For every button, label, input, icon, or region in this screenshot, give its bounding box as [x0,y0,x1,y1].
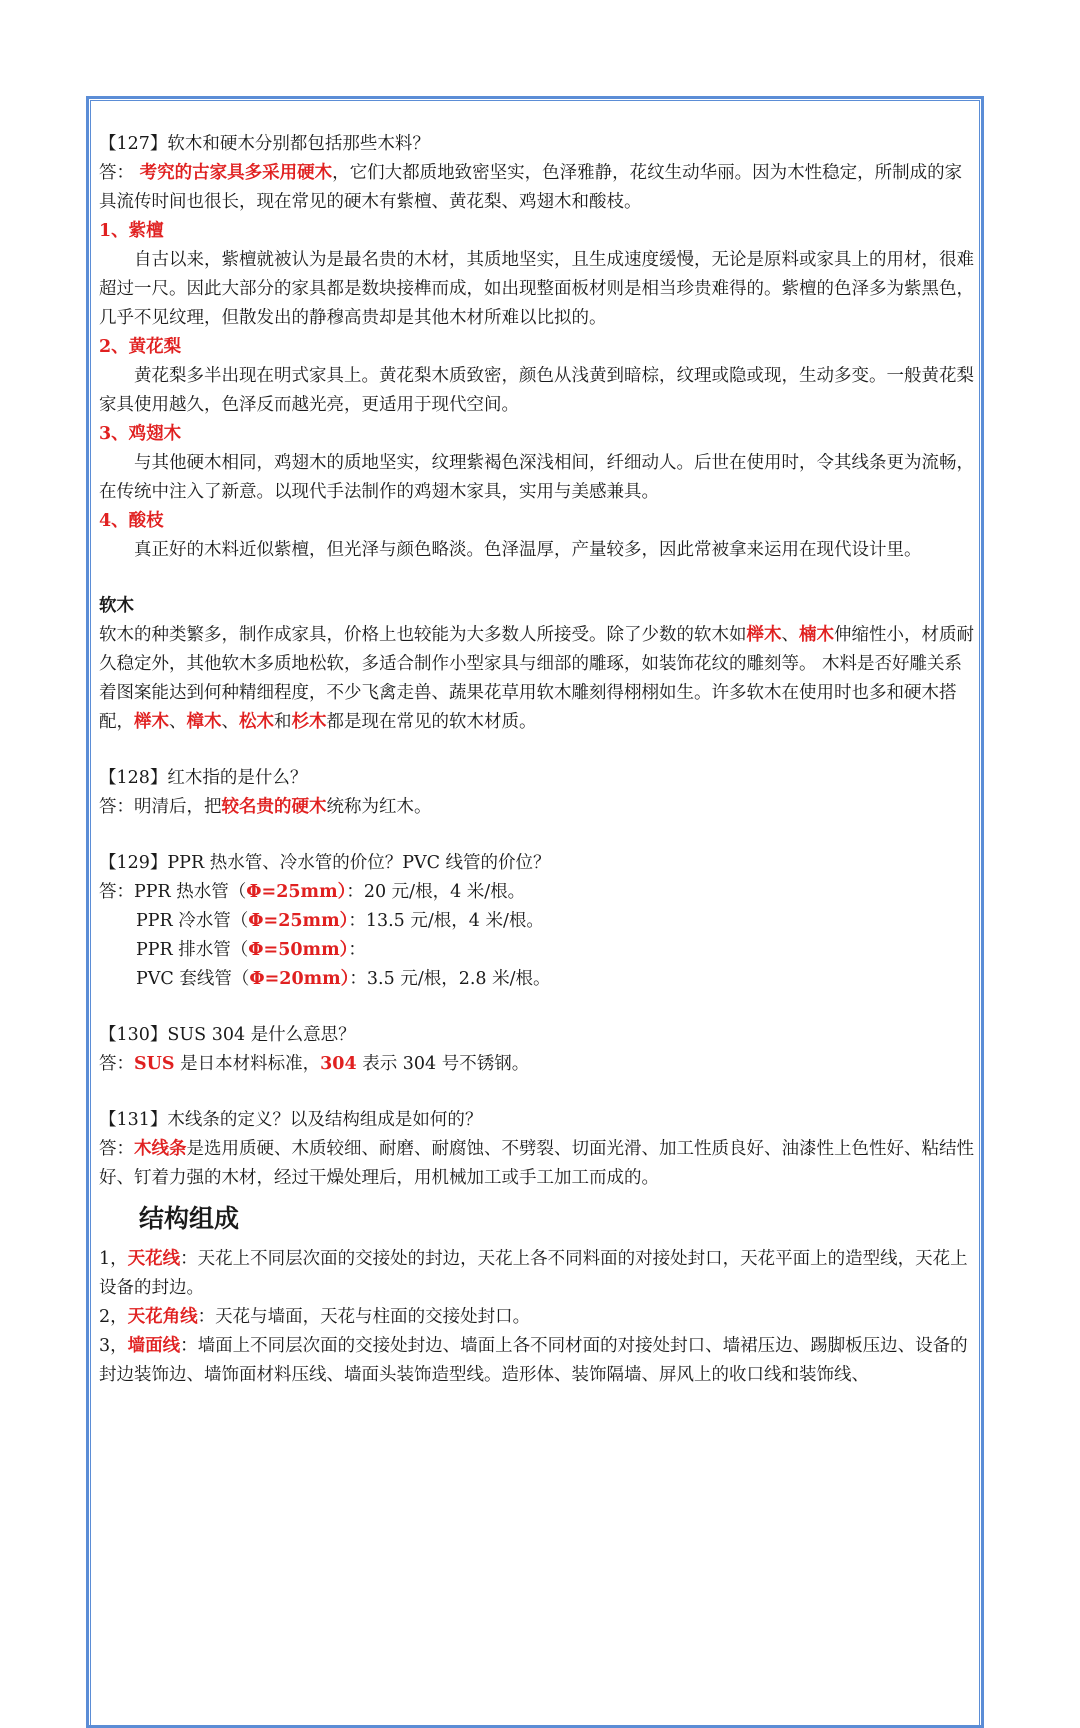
softwood-t1: 软木的种类繁多，制作成家具，价格上也较能为大多数人所接受。除了少数的软木如 [99,625,747,645]
answer-prefix: 答： [99,163,134,183]
structure-title: 结构组成 [139,1204,240,1233]
part-text: ：天花与墙面，天花与柱面的交接处封口。 [197,1307,531,1327]
structure-part-2 [99,1303,977,1332]
structure-part-1 [99,1245,977,1303]
answer-prefix: 答： [99,1139,134,1159]
pipe-spec: Φ=25mm [248,911,340,931]
answer-highlight: 较名贵的硬木 [221,797,327,817]
softwood-t6: 和 [274,712,292,732]
pipe-price: ：3.5 元/根，2.8 米/根。 [349,969,551,989]
structure-part-3 [99,1332,977,1390]
answer-highlight-304: 304 [320,1054,357,1074]
part-number: 1， [99,1249,128,1269]
answer-prefix: 答： [99,882,134,902]
pipe-row-2 [99,907,977,936]
answer-128 [99,793,977,822]
pipe-name: PPR 冷水管（ [136,911,249,931]
pipe-close: ） [339,940,349,960]
part-number: 3， [99,1336,128,1356]
answer-text: 统称为红木。 [326,797,432,817]
question-130: 【130】SUS 304 是什么意思？ [99,1025,356,1045]
pipe-close: ） [339,911,349,931]
pipe-spec: Φ=25mm [246,882,338,902]
answer-highlight-sus: SUS [134,1054,175,1074]
document-body [99,130,977,1390]
answer-text-1: 是日本材料标准， [174,1054,321,1074]
item-title-3: 3、鸡翅木 [99,424,182,444]
answer-text-2: 表示 304 号不锈钢。 [356,1054,530,1074]
pipe-price: ：20 元/根，4 米/根。 [346,882,526,902]
item-title-1: 1、紫檀 [99,221,164,241]
part-name: 墙面线 [127,1336,181,1356]
part-text: ：墙面上不同层次面的交接处封边、墙面上各不同材面的对接处封口、墙裙压边、踢脚板压边、设备的封边装饰边、墙饰面材料压线、墙面头装饰造型线。造形体、装饰隔墙、屏风上的收口线和装饰线、 [99,1336,968,1385]
softwood-t7: 都是现在常见的软木材质。 [326,712,537,732]
answer-highlight: 考究的古家具多采用硬木 [139,163,333,183]
pipe-spec: Φ=50mm [248,940,340,960]
pipe-name: PVC 套线管（ [136,969,250,989]
answer-text: 是选用质硬、木质较细、耐磨、耐腐蚀、不劈裂、切面光滑、加工性质良好、油漆性上色性好、粘结性好、钉着力强的木材，经过干燥处理后，用机械加工或手工加工而成的。 [99,1139,974,1188]
question-129: 【129】PPR 热水管、冷水管的价位？PVC 线管的价位？ [99,853,551,873]
pipe-row-4 [99,965,977,994]
item-text-2: 黄花梨多半出现在明式家具上。黄花梨木质致密，颜色从浅黄到暗棕，纹理或隐或现，生动多变。一般黄花梨家具使用越久，色泽反而越光亮，更适用于现代空间。 [99,366,974,415]
softwood-t5: 、 [221,712,239,732]
answer-prefix: 答： [99,1054,134,1074]
pipe-close: ） [340,969,350,989]
softwood-r2: 楠木 [799,625,834,645]
answer-text: ，它们大都质地致密坚实，色泽雅静，花纹生动华丽。因为木性稳定，所制成的家具流传时间也很长，现在常见的硬木有紫檀、黄花梨、鸡翅木和酸枝。 [99,163,963,212]
softwood-t2: 、 [781,625,799,645]
question-127: 【127】软木和硬木分别都包括那些木料？ [99,134,430,154]
pipe-row-1 [99,878,977,907]
item-title-4: 4、酸枝 [99,511,164,531]
softwood-r4: 樟木 [186,712,222,732]
softwood-text [99,621,977,737]
softwood-t4: 、 [169,712,187,732]
answer-prefix: 答：明清后，把 [99,797,222,817]
question-128: 【128】红木指的是什么？ [99,768,308,788]
pipe-close: ） [337,882,347,902]
part-name: 天花角线 [127,1307,198,1327]
pipe-name: PPR 热水管（ [134,882,247,902]
pipe-spec: Φ=20mm [249,969,341,989]
pipe-price: ：13.5 元/根，4 米/根。 [348,911,544,931]
item-text-1: 自古以来，紫檀就被认为是最名贵的木材，其质地坚实，且生成速度缓慢，无论是原料或家具上的用材，很难超过一尺。因此大部分的家具都是数块接榫而成，如出现整面板材则是相当珍贵难得的。紫檀的色泽多为紫黑色，几乎不见纹理，但散发出的静穆高贵却是其他木材所难以比拟的。 [99,250,974,328]
pipe-name: PPR 排水管（ [136,940,249,960]
answer-127 [99,159,977,217]
item-text-4: 真正好的木料近似紫檀，但光泽与颜色略淡。色泽温厚，产量较多，因此常被拿来运用在现代设计里。 [134,540,922,560]
question-131: 【131】木线条的定义？以及结构组成是如何的？ [99,1110,483,1130]
item-title-2: 2、黄花梨 [99,337,182,357]
softwood-r6: 杉木 [291,712,327,732]
pipe-row-3 [99,936,977,965]
item-text-3: 与其他硬木相同，鸡翅木的质地坚实，纹理紫褐色深浅相间，纤细动人。后世在使用时，令其线条更为流畅，在传统中注入了新意。以现代手法制作的鸡翅木家具，实用与美感兼具。 [99,453,974,502]
softwood-r3: 榉木 [134,712,169,732]
softwood-r5: 松木 [239,712,274,732]
softwood-r1: 榉木 [746,625,782,645]
answer-highlight: 木线条 [134,1139,187,1159]
pipe-price: ： [348,940,366,960]
answer-131 [99,1135,977,1193]
softwood-t3: 伸缩性小，材质耐久稳定外，其他软木多质地松软，多适合制作小型家具与细部的雕琢，如装饰花纹的雕刻等。 木料是否好雕关系着图案能达到何种精细程度，不少飞禽走兽、蔬果花草用软木雕刻得栩栩如生。许多软木在使用时也多和硬木搭配， [99,625,974,732]
softwood-title: 软木 [99,596,134,616]
part-number: 2， [99,1307,128,1327]
part-text: ：天花上不同层次面的交接处的封边，天花上各不同料面的对接处封口，天花平面上的造型线，天花上设备的封边。 [99,1249,968,1298]
part-name: 天花线 [127,1249,181,1269]
answer-130 [99,1050,977,1079]
